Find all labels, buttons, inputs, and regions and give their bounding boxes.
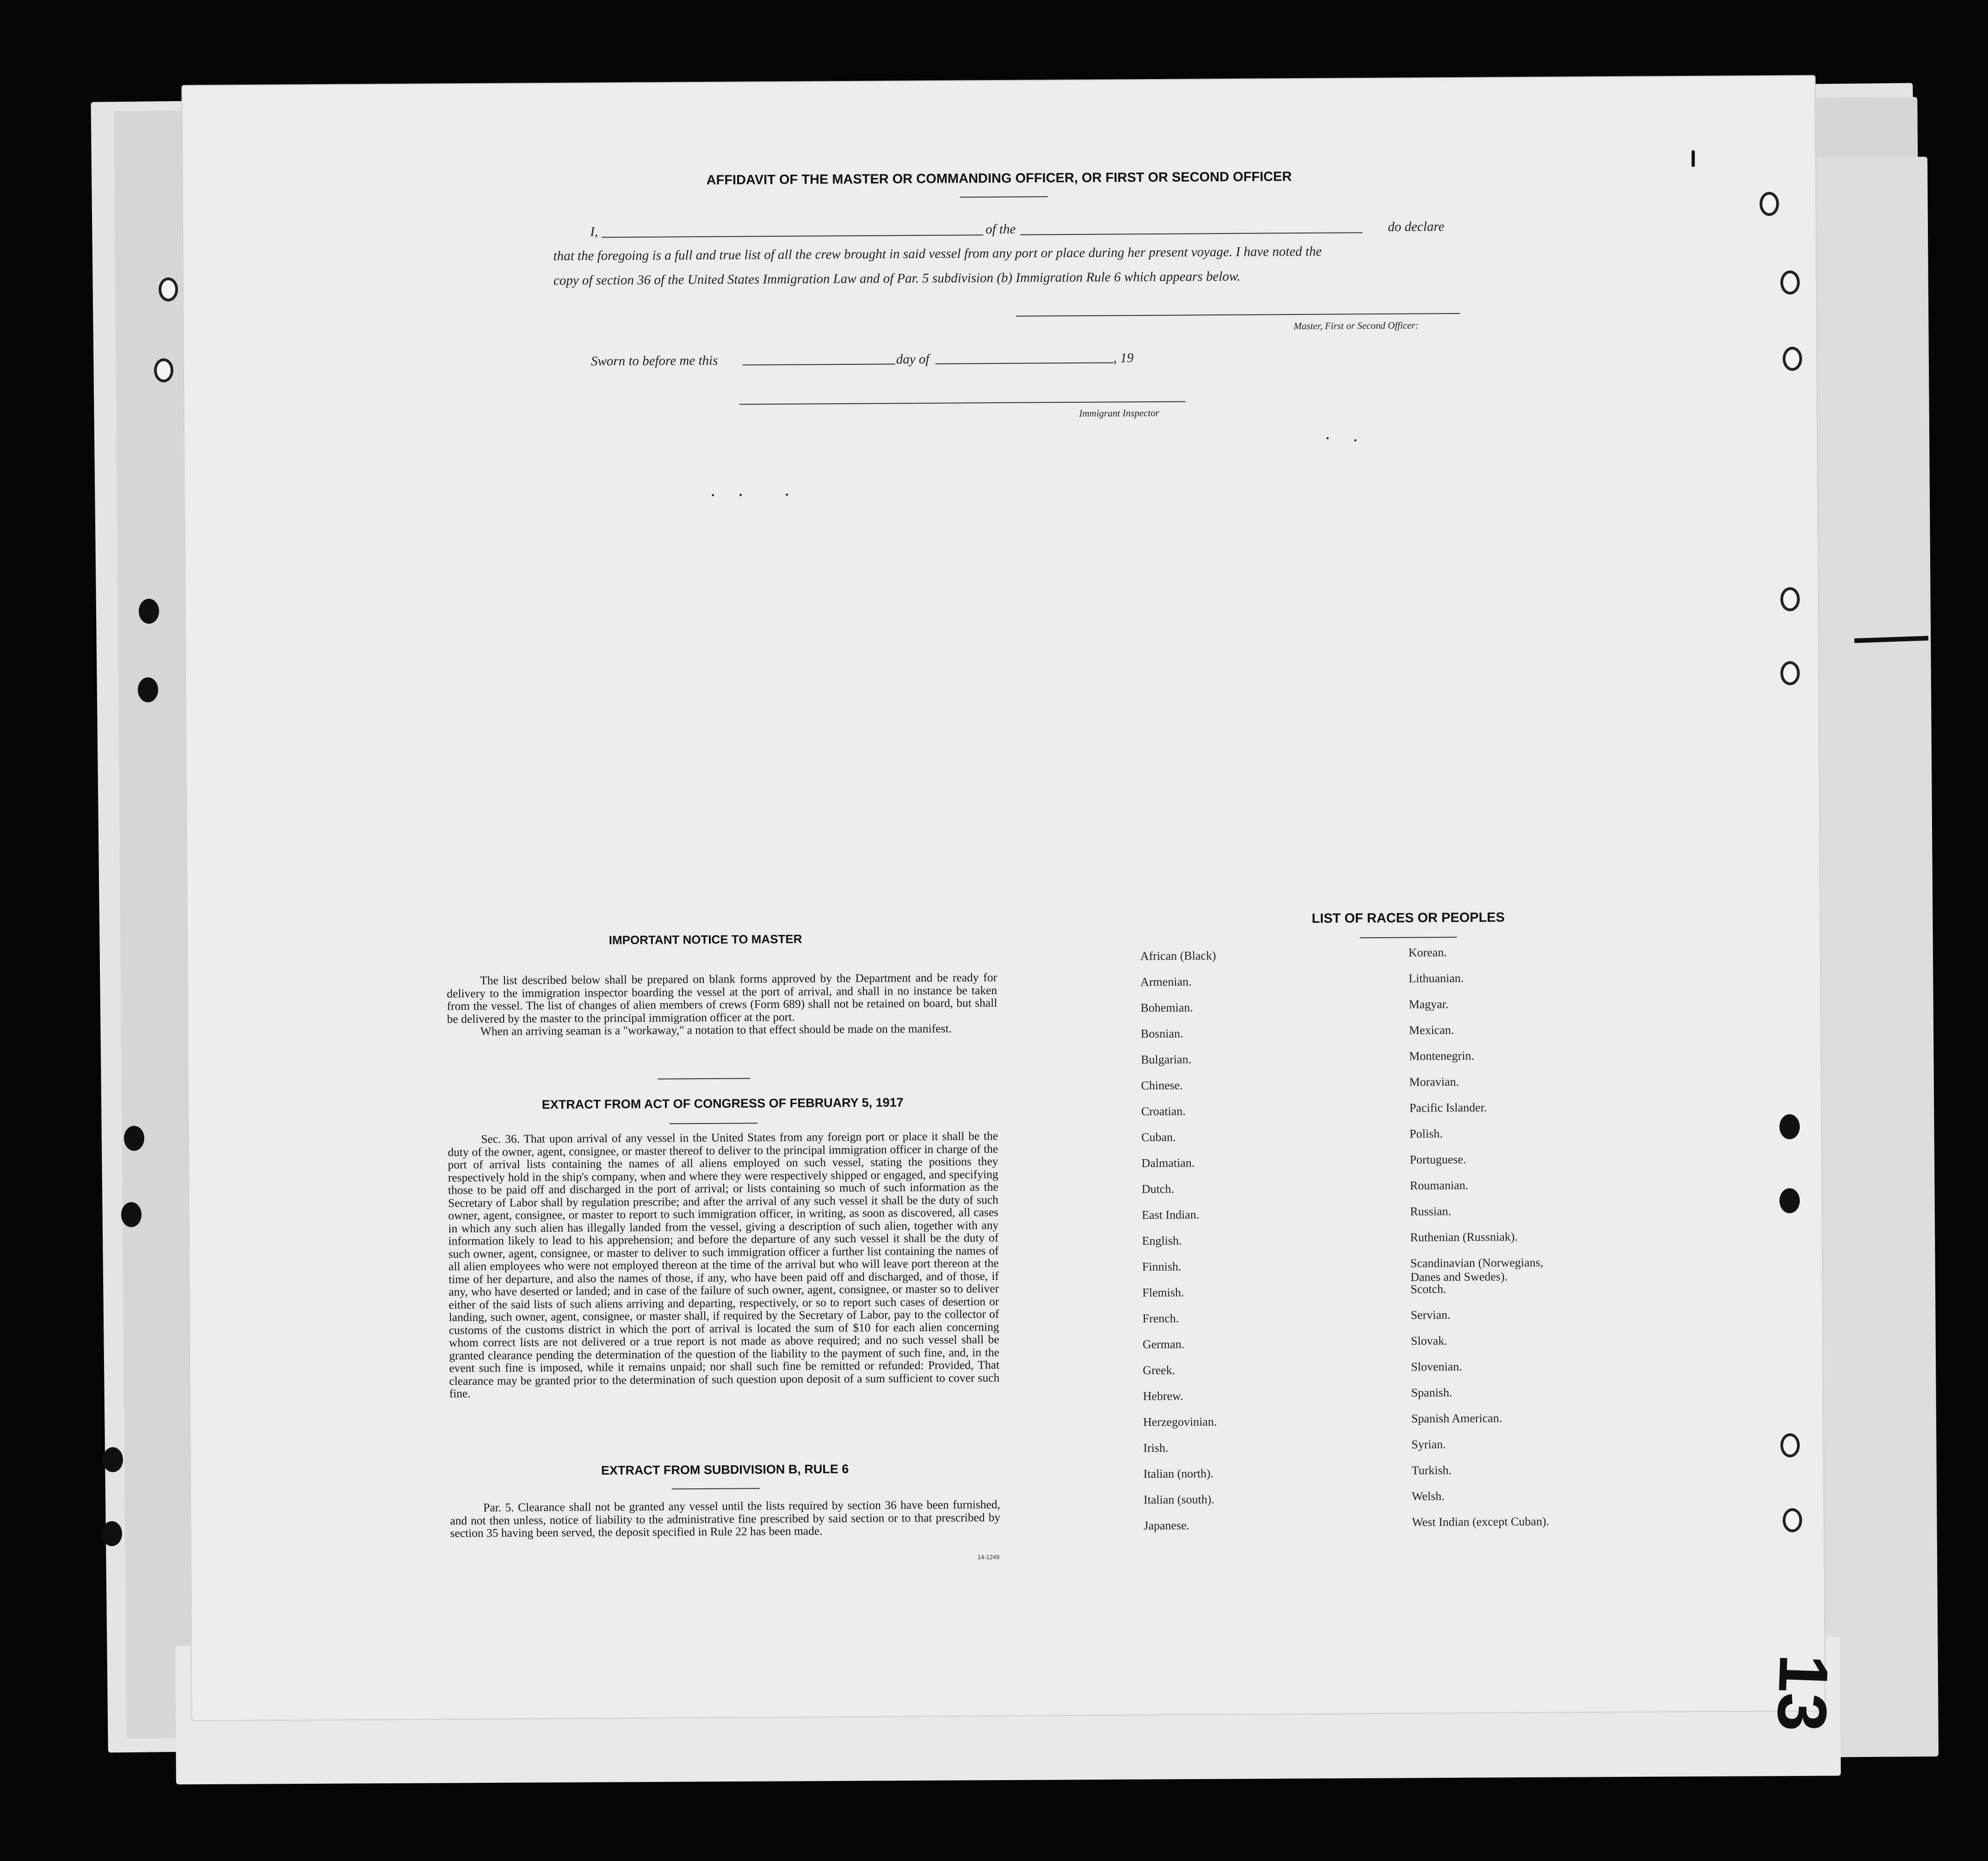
- par-5-paragraph: Par. 5. Clearance shall not be granted any vessel until the lists required by section 36 have been furnished, and not then unless, notice of liability to the administrative fine prescribed by said section or to that prescribed by section 35 having been served, the deposit specified in Rule 22 has been made.: [450, 1498, 1001, 1540]
- race-list-item: Montenegrin.: [1409, 1049, 1475, 1063]
- race-list-item: German.: [1142, 1337, 1185, 1351]
- day-of-label: day of: [896, 351, 929, 367]
- binder-hole-icon: [103, 1447, 123, 1472]
- race-list-item: Flemish.: [1142, 1285, 1184, 1300]
- race-list-item: Bohemian.: [1140, 1001, 1193, 1015]
- binder-hole-icon: [139, 599, 159, 624]
- binder-hole-icon: [1780, 1433, 1800, 1457]
- year-label: , 19: [1113, 350, 1134, 366]
- notice-text: [447, 971, 997, 1038]
- race-list-item: Welsh.: [1411, 1489, 1445, 1503]
- signature-line[interactable]: [1016, 313, 1460, 317]
- race-list-item: Chinese.: [1141, 1078, 1183, 1093]
- do-declare-label: do declare: [1388, 219, 1445, 234]
- races-left-column: [1140, 948, 1329, 1545]
- ink-mark: [1692, 150, 1695, 167]
- notice-paragraph: When an arriving seaman is a "workaway," a notation to that effect should be made on the manifest.: [480, 1021, 952, 1038]
- section-36-paragraph: Sec. 36. That upon arrival of any vessel in the United States from any foreign port or place it shall be the duty of the owner, agent, consignee, or master thereof to deliver to the principal immigration officer in charge of the port of arrival lists containing the names of all aliens employed on such vessel, stating the positions they respectively hold in the ship's company, when and where they were respectively shipped or engaged, and specifying those to be paid off and discharged in the port of arrival; or lists containing so much of such information as the Secretary of Labor shall by regulation prescribe; and after the arrival of any such vessel it shall be the duty of such owner, agent, consignee, or master to report to such immigration officer, in writing, as soon as discovered, all cases in which any such alien has illegally landed from the vessel, giving a description of such alien, together with any information likely to lead to his apprehension; and before the departure of any such vessel it shall be the duty of such owner, agent, consignee, or master to deliver to such immigration officer a further list containing the names of all alien employees who were not employed thereon at the time of the arrival but who will leave port thereon at the time of her departure, and also the names of those, if any, who have been paid off and discharged, and of those, if any, who have deserted or landed; and in case of the failure of such owner, agent, consignee, or master so to deliver either of the said lists of such aliens arriving and departing, respectively, or so to report such cases of desertion or landing, such owner, agent, consignee, or master shall, if required by the Secretary of Labor, pay to the collector of customs of the customs district in which the port of arrival is located the sum of $10 for each alien concerning whom correct lists are not delivered or a true report is not made as above required; and no such vessel shall be granted clearance pending the determination of the question of the liability to the payment of such fine, and, in the event such fine is imposed, while it remains unpaid; nor shall such fine be remitted or refunded: Provided, That clearance may be granted prior to the determination of such question upon deposit of a sum sufficient to cover such fine.: [448, 1129, 1000, 1400]
- divider: [1360, 937, 1457, 938]
- race-list-item: Turkish.: [1411, 1463, 1452, 1477]
- race-list-item: Cuban.: [1141, 1130, 1176, 1144]
- binder-hole-icon: [159, 277, 178, 301]
- inspector-caption: Immigrant Inspector: [1079, 407, 1159, 419]
- binder-hole-icon: [1779, 1114, 1800, 1139]
- divider: [960, 196, 1048, 197]
- binder-hole-icon: [124, 1126, 144, 1151]
- ink-speck: [712, 494, 714, 496]
- month-field-line[interactable]: [936, 362, 1114, 364]
- affidavit-line-2: that the foregoing is a full and true list of all the crew brought in said vessel from any port or place during her present voyage. I have noted the: [553, 244, 1322, 264]
- races-title: LIST OF RACES OR PEOPLES: [1311, 910, 1505, 926]
- binder-hole-icon: [1783, 347, 1802, 371]
- race-list-item: Slovak.: [1410, 1334, 1447, 1348]
- binder-hole-icon: [1780, 270, 1800, 295]
- sworn-label: Sworn to before me this: [591, 353, 718, 369]
- race-list-item: Russian.: [1410, 1204, 1452, 1218]
- affidavit-title: AFFIDAVIT OF THE MASTER OR COMMANDING OFFICER, OR FIRST OR SECOND OFFICER: [706, 169, 1292, 188]
- inspector-signature-line[interactable]: [739, 401, 1185, 405]
- binder-hole-icon: [1779, 1188, 1800, 1213]
- rule-extract-title: EXTRACT FROM SUBDIVISION B, RULE 6: [601, 1462, 849, 1478]
- race-list-item: African (Black): [1140, 949, 1216, 963]
- race-list-item: Ruthenian (Russniak).: [1410, 1230, 1518, 1244]
- ink-speck: [1354, 439, 1356, 441]
- race-list-item: English.: [1142, 1234, 1182, 1248]
- race-list-item: Dutch.: [1141, 1182, 1174, 1196]
- race-list-item: Servian.: [1410, 1308, 1451, 1322]
- day-field-line[interactable]: [743, 363, 895, 365]
- ink-speck: [786, 494, 788, 496]
- form-number: 14-1249: [977, 1554, 1000, 1561]
- race-list-item: Roumanian.: [1409, 1178, 1469, 1192]
- race-list-item: Italian (north).: [1143, 1467, 1214, 1481]
- divider: [672, 1488, 760, 1489]
- race-list-item: Moravian.: [1409, 1075, 1459, 1089]
- form-page: [182, 76, 1825, 1720]
- binder-hole-icon: [1760, 192, 1779, 216]
- race-list-item: Italian (south).: [1143, 1492, 1215, 1507]
- notice-paragraph: The list described below shall be prepared on blank forms approved by the Department and be ready for delivery to the immigration inspector boarding the vessel at the port of arrival, and shall in no instance be taken from the vessel. The list of changes of alien members of crews (Form 689) shall not be retained on board, but shall be delivered by the master to the principal immigration officer at the port.: [447, 970, 997, 1026]
- signature-caption: Master, First or Second Officer:: [1293, 319, 1419, 332]
- race-list-item: Slovenian.: [1411, 1359, 1462, 1374]
- binder-hole-icon: [138, 677, 158, 702]
- vessel-field-line[interactable]: [1020, 232, 1362, 235]
- race-list-item: Herzegovinian.: [1143, 1415, 1217, 1429]
- race-list-item: Spanish American.: [1411, 1411, 1502, 1425]
- race-list-item: Syrian.: [1411, 1437, 1446, 1451]
- ink-speck: [740, 494, 742, 496]
- race-list-item: Portuguese.: [1409, 1152, 1466, 1167]
- race-list-item: Hebrew.: [1143, 1389, 1183, 1403]
- affidavit-line-3: copy of section 36 of the United States Immigration Law and of Par. 5 subdivision (b) Immigration Rule 6 which appears below.: [553, 269, 1241, 288]
- race-list-item: East Indian.: [1142, 1208, 1200, 1222]
- race-list-item: Lithuanian.: [1408, 971, 1464, 985]
- race-list-item: Spanish.: [1411, 1386, 1453, 1400]
- act-extract-text: [448, 1130, 1000, 1400]
- binder-hole-icon: [1780, 587, 1800, 611]
- rule-extract-text: [450, 1498, 1000, 1540]
- races-right-column: [1409, 944, 1653, 1541]
- race-list-item: Greek.: [1143, 1363, 1176, 1377]
- race-list-item: Polish.: [1409, 1127, 1443, 1141]
- binder-hole-icon: [1783, 1508, 1802, 1532]
- binder-hole-icon: [1780, 661, 1800, 685]
- of-the-label: of the: [985, 221, 1016, 237]
- race-list-item: West Indian (except Cuban).: [1412, 1514, 1550, 1529]
- race-list-item: Bulgarian.: [1141, 1052, 1192, 1067]
- race-list-item: Magyar.: [1409, 997, 1449, 1011]
- race-list-item: Croatian.: [1141, 1104, 1186, 1118]
- binder-hole-icon: [154, 358, 173, 382]
- act-extract-title: EXTRACT FROM ACT OF CONGRESS OF FEBRUARY 5, 1917: [542, 1095, 904, 1112]
- i-label: I,: [590, 224, 598, 240]
- binder-hole-icon: [121, 1202, 142, 1227]
- race-list-item: Japanese.: [1144, 1518, 1190, 1533]
- binder-hole-icon: [102, 1521, 122, 1546]
- race-list-item: Irish.: [1143, 1441, 1169, 1455]
- page-number: 13: [1763, 1653, 1843, 1733]
- race-list-item: Mexican.: [1409, 1023, 1454, 1037]
- name-field-line[interactable]: [602, 234, 983, 238]
- race-list-item: Bosnian.: [1140, 1026, 1183, 1041]
- race-list-item: Finnish.: [1142, 1259, 1182, 1274]
- race-list-item: Pacific Islander.: [1409, 1100, 1487, 1115]
- race-list-item: Korean.: [1408, 946, 1447, 959]
- divider: [670, 1123, 757, 1124]
- notice-title: IMPORTANT NOTICE TO MASTER: [609, 932, 802, 947]
- divider: [658, 1078, 750, 1079]
- race-list-item: French.: [1142, 1311, 1179, 1326]
- ink-speck: [1327, 437, 1329, 439]
- race-list-item: Dalmatian.: [1141, 1156, 1195, 1170]
- race-list-item: Scotch.: [1410, 1282, 1446, 1296]
- race-list-item: Scandinavian (Norwegians, Danes and Swedes).: [1410, 1255, 1544, 1284]
- race-list-item: Armenian.: [1140, 975, 1192, 989]
